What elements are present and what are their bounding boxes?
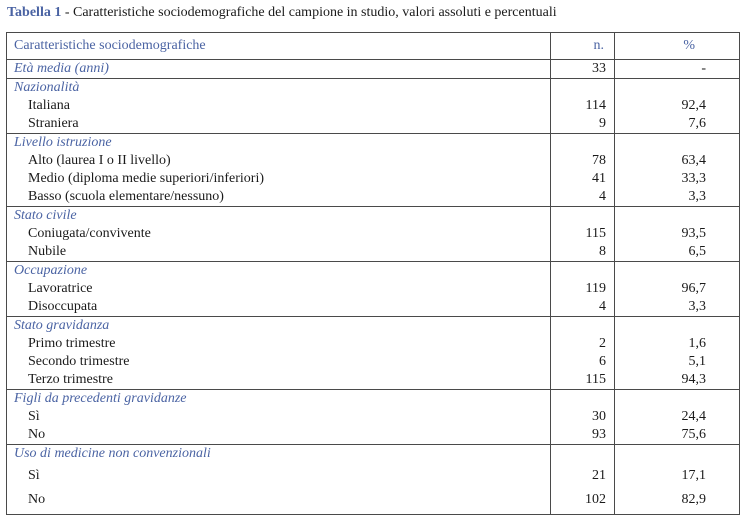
table-row	[7, 298, 740, 317]
cell-percent: 6,5	[615, 243, 740, 262]
row-label: Straniera	[7, 115, 551, 134]
table-row	[7, 445, 740, 468]
row-label: Alto (laurea I o II livello)	[7, 152, 551, 170]
cell-n: 6	[551, 353, 615, 371]
cell-percent: 24,4	[681, 409, 706, 424]
cell-percent: 94,3	[615, 371, 740, 390]
category-title: Figli da precedenti gravidanze	[7, 390, 551, 409]
category-title: Età media (anni)	[7, 60, 551, 79]
cell-n: 30	[551, 408, 615, 426]
row-label: Sì	[7, 467, 551, 491]
cell-n: 4	[551, 298, 615, 317]
table-row	[7, 188, 740, 207]
row-label: Secondo trimestre	[7, 353, 551, 371]
cell-n: 78	[551, 152, 615, 170]
cell-n: 115	[551, 225, 615, 243]
table-row	[7, 225, 740, 243]
table-row	[7, 390, 740, 409]
table-row	[7, 426, 740, 445]
header-percent: %	[615, 33, 740, 60]
table-row	[7, 79, 740, 98]
table-row	[7, 97, 740, 115]
table-caption-text: - Caratteristiche sociodemografiche del campione in studio, valori assoluti e percentuali	[61, 5, 557, 20]
header-n: n.	[551, 33, 615, 60]
row-label: Lavoratrice	[7, 280, 551, 298]
row-label: Italiana	[7, 97, 551, 115]
cell-n: 8	[551, 243, 615, 262]
row-label: Sì	[7, 408, 551, 426]
cell-percent: -	[615, 60, 740, 79]
cell-n: 115	[551, 371, 615, 390]
table-row	[7, 335, 740, 353]
cell-percent: 82,9	[681, 492, 706, 507]
table-caption	[7, 5, 557, 21]
table-row	[7, 115, 740, 134]
table-row	[7, 491, 740, 515]
row-label: Disoccupata	[7, 298, 551, 317]
category-title: Occupazione	[7, 262, 551, 281]
cell-n: 119	[551, 280, 615, 298]
category-title: Stato gravidanza	[7, 317, 551, 336]
table-row	[7, 243, 740, 262]
row-label: Medio (diploma medie superiori/inferiori)	[7, 170, 551, 188]
table-row	[7, 280, 740, 298]
cell-n: 21	[551, 467, 615, 491]
cell-percent: 7,6	[615, 115, 740, 134]
cell-n: 41	[551, 170, 615, 188]
cell-percent: 96,7	[681, 281, 706, 296]
cell-n: 4	[551, 188, 615, 207]
row-label: Nubile	[7, 243, 551, 262]
table-row	[7, 152, 740, 170]
table-row	[7, 207, 740, 226]
cell-percent: 75,6	[615, 426, 740, 445]
row-label: Coniugata/convivente	[7, 225, 551, 243]
cell-percent: 3,3	[615, 298, 740, 317]
table-row	[7, 371, 740, 390]
table-header-row	[7, 33, 740, 60]
category-title: Uso di medicine non convenzionali	[7, 445, 551, 468]
cell-n: 9	[551, 115, 615, 134]
table-row	[7, 353, 740, 371]
header-characteristics: Caratteristiche sociodemografiche	[7, 33, 551, 60]
cell-n: 102	[551, 491, 615, 515]
row-label: No	[7, 491, 551, 515]
table-row	[7, 408, 740, 426]
cell-percent: 93,5	[681, 226, 706, 241]
cell-n: 114	[551, 97, 615, 115]
category-title: Nazionalità	[7, 79, 551, 98]
cell-percent: 17,1	[681, 468, 706, 483]
cell-percent: 5,1	[688, 354, 706, 369]
category-title: Livello istruzione	[7, 134, 551, 153]
table-row	[7, 317, 740, 336]
table-row	[7, 262, 740, 281]
category-title: Stato civile	[7, 207, 551, 226]
table-row	[7, 170, 740, 188]
cell-n: 93	[551, 426, 615, 445]
cell-n: 2	[551, 335, 615, 353]
row-label: Basso (scuola elementare/nessuno)	[7, 188, 551, 207]
table-caption-number: Tabella 1	[7, 5, 62, 20]
cell-percent: 92,4	[681, 98, 706, 113]
table-row	[7, 467, 740, 491]
cell-percent: 1,6	[688, 336, 706, 351]
cell-percent: 3,3	[615, 188, 740, 207]
cell-percent: 63,4	[681, 153, 706, 168]
cell-n: 33	[551, 60, 615, 79]
cell-percent: 33,3	[681, 171, 706, 186]
table-row	[7, 134, 740, 153]
table-row	[7, 60, 740, 79]
sociodemographic-table	[6, 32, 740, 515]
row-label: No	[7, 426, 551, 445]
row-label: Primo trimestre	[7, 335, 551, 353]
row-label: Terzo trimestre	[7, 371, 551, 390]
